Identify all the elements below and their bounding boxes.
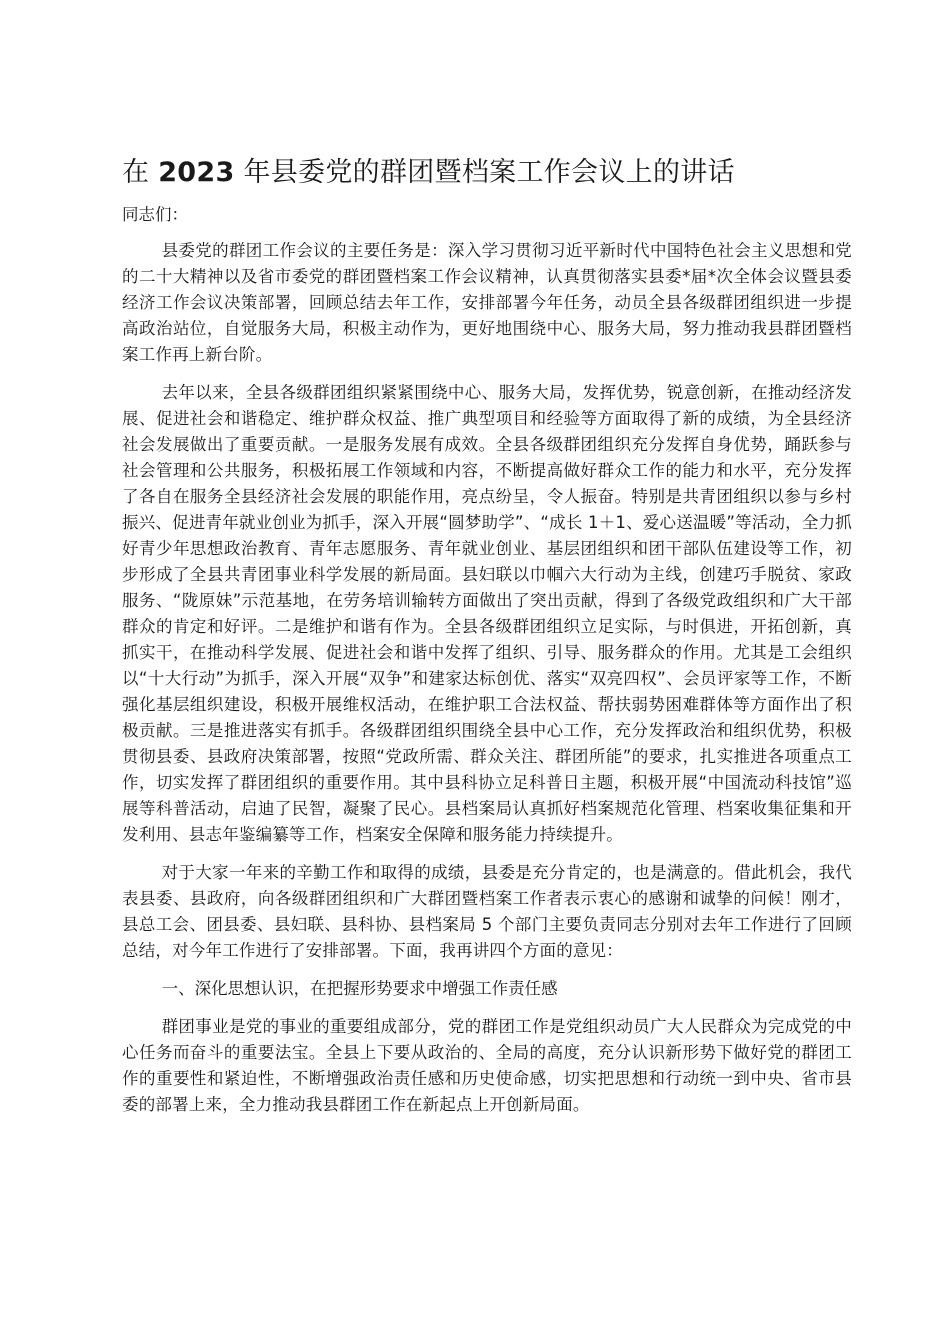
section-heading-1: 一、深化思想认识，在把握形势要求中增强工作责任感	[161, 979, 558, 998]
salutation: 同志们：	[122, 205, 188, 224]
document-page	[122, 148, 852, 1130]
paragraph-meeting-tasks: 县委党的群团工作会议的主要任务是：深入学习贯彻习近平新时代中国特色社会主义思想和党的二十大精神以及省市委党的群团暨档案工作会议精神，认真贯彻落实县委*届*次全体会议暨县委经济工作会议决策部署，回顾总结去年工作，安排部署今年任务，动员全县各级群团组织进一步提高政治站位，自觉服务大局，积极主动作为，更好地围绕中心、服务大局，努力推动我县群团暨档案工作再上新台阶。	[122, 241, 852, 364]
document-title	[122, 148, 852, 198]
paragraph-section-1: 群团事业是党的事业的重要组成部分，党的群团工作是党组织动员广大人民群众为完成党的中心任务而奋斗的重要法宝。全县上下要从政治的、全局的高度，充分认识新形势下做好党的群团工作的重要性和紧迫性，不断增强政治责任感和历史使命感，切实把思想和行动统一到中央、省市县委的部署上来，全力推动我县群团工作在新起点上开创新局面。	[122, 1017, 852, 1114]
title-year: 2023	[158, 157, 235, 188]
paragraph-acknowledgement: 对于大家一年来的辛勤工作和取得的成绩，县委是充分肯定的，也是满意的。借此机会，我代表县委、县政府，向各级群团组织和广大群团暨档案工作者表示衷心的感谢和诚挚的问候！刚才，县总工会、团县委、县妇联、县科协、县档案局 5 个部门主要负责同志分别对去年工作进行了回顾总结，对今年工作进行了安排部署。下面，我再讲四个方面的意见：	[122, 863, 852, 960]
paragraph-last-year-review: 去年以来，全县各级群团组织紧紧围绕中心、服务大局，发挥优势，锐意创新，在推动经济发展、促进社会和谐稳定、维护群众权益、推广典型项目和经验等方面取得了新的成绩，为全县经济社会发展做出了重要贡献。一是服务发展有成效。全县各级群团组织充分发挥自身优势，踊跃参与社会管理和公共服务，积极拓展工作领域和内容，不断提高做好群众工作的能力和水平，充分发挥了各自在服务全县经济社会发展的职能作用，亮点纷呈，令人振奋。特别是共青团组织以参与乡村振兴、促进青年就业创业为抓手，深入开展“圆梦助学”、“成长 1＋1、爱心送温暖”等活动，全力抓好青少年思想政治教育、青年志愿服务、青年就业创业、基层团组织和团干部队伍建设等工作，初步形成了全县共青团事业科学发展的新局面。县妇联以巾帼六大行动为主线，创建巧手脱贫、家政服务、“陇原妹”示范基地，在劳务培训输转方面做出了突出贡献，得到了各级党政组织和广大干部群众的肯定和好评。二是维护和谐有作为。全县各级群团组织立足实际，与时俱进，开拓创新，真抓实干，在推动科学发展、促进社会和谐中发挥了组织、引导、服务群众的作用。尤其是工会组织以“十大行动”为抓手，深入开展“双争”和建家达标创优、落实“双亮四权”、会员评家等工作，不断强化基层组织建设，积极开展维权活动，在维护职工合法权益、帮扶弱势困难群体等方面作出了积极贡献。三是推进落实有抓手。各级群团组织围绕全县中心工作，充分发挥政治和组织优势，积极贯彻县委、县政府决策部署，按照“党政所需、群众关注、群团所能”的要求，扎实推进各项重点工作，切实发挥了群团组织的重要作用。其中县科协立足科普日主题，积极开展“中国流动科技馆”巡展等科普活动，启迪了民智，凝聚了民心。县档案局认真抓好档案规范化管理、档案收集征集和开发利用、县志年鉴编纂等工作，档案安全保障和服务能力持续提升。	[122, 383, 852, 844]
title-prefix: 在	[122, 157, 150, 188]
title-suffix: 年县委党的群团暨档案工作会议上的讲话	[243, 157, 735, 188]
